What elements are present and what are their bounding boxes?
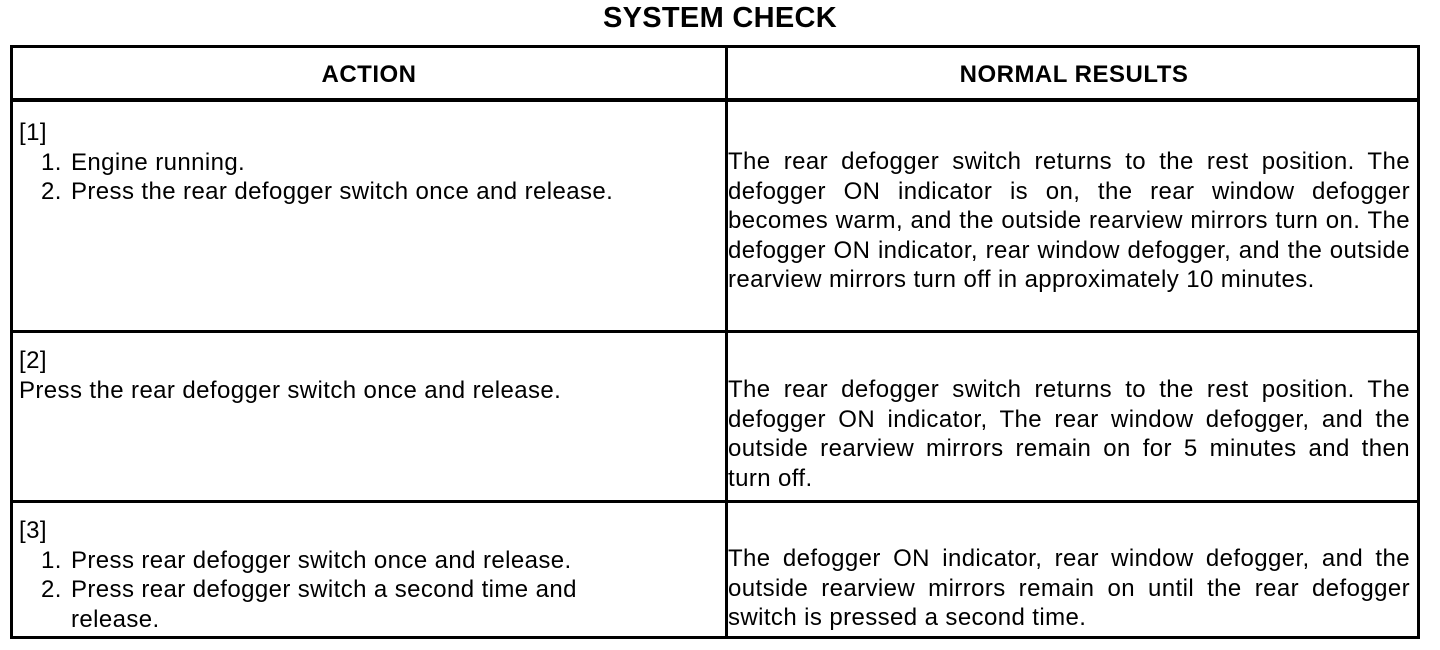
step-tag: [1]	[19, 119, 47, 146]
row-divider	[13, 330, 1417, 333]
step-text: Press rear defogger switch a second time and	[71, 576, 577, 603]
row-divider	[13, 500, 1417, 503]
step-item	[19, 177, 719, 207]
step-tag: [3]	[19, 517, 47, 544]
step-text: Press the rear defogger switch once and release.	[71, 178, 614, 205]
step-text: Press rear defogger switch once and release.	[71, 546, 572, 574]
step-item	[19, 546, 719, 576]
action-cell-2	[19, 346, 719, 405]
step-continuation: release.	[71, 605, 160, 633]
result-cell-2: The rear defogger switch returns to the rest position. The defogger ON indicator, The rear window defogger, and the outside rearview mirrors remain on for 5 minutes and then turn off.	[728, 376, 1410, 492]
step-item	[19, 575, 719, 605]
step-item	[19, 148, 719, 178]
page-title: SYSTEM CHECK	[602, 2, 837, 34]
header-normal-results: NORMAL RESULTS	[959, 60, 1189, 88]
step-text: Engine running.	[71, 148, 246, 176]
header-action: ACTION	[321, 60, 417, 88]
step-text: Press the rear defogger switch once and release.	[19, 376, 562, 404]
action-cell-3	[19, 516, 719, 634]
step-number: 1.	[41, 148, 62, 176]
step-number: 2.	[41, 178, 62, 205]
system-check-table	[10, 45, 1420, 639]
step-tag: [2]	[19, 347, 47, 374]
action-cell-1	[19, 118, 719, 207]
result-cell-1: The rear defogger switch returns to the rest position. The defogger ON indicator is on, the rear window defogger becomes warm, and the outside rearview mirrors turn on. The defogger ON indicator, rear window defogger, and the outside rearview mirrors turn off in approximately 10 minutes.	[728, 148, 1410, 293]
step-number: 1.	[41, 546, 62, 574]
step-number: 2.	[41, 576, 62, 603]
result-cell-3: The defogger ON indicator, rear window defogger, and the outside rearview mirrors remain on until the rear defogger switch is pressed a second time.	[728, 545, 1410, 631]
